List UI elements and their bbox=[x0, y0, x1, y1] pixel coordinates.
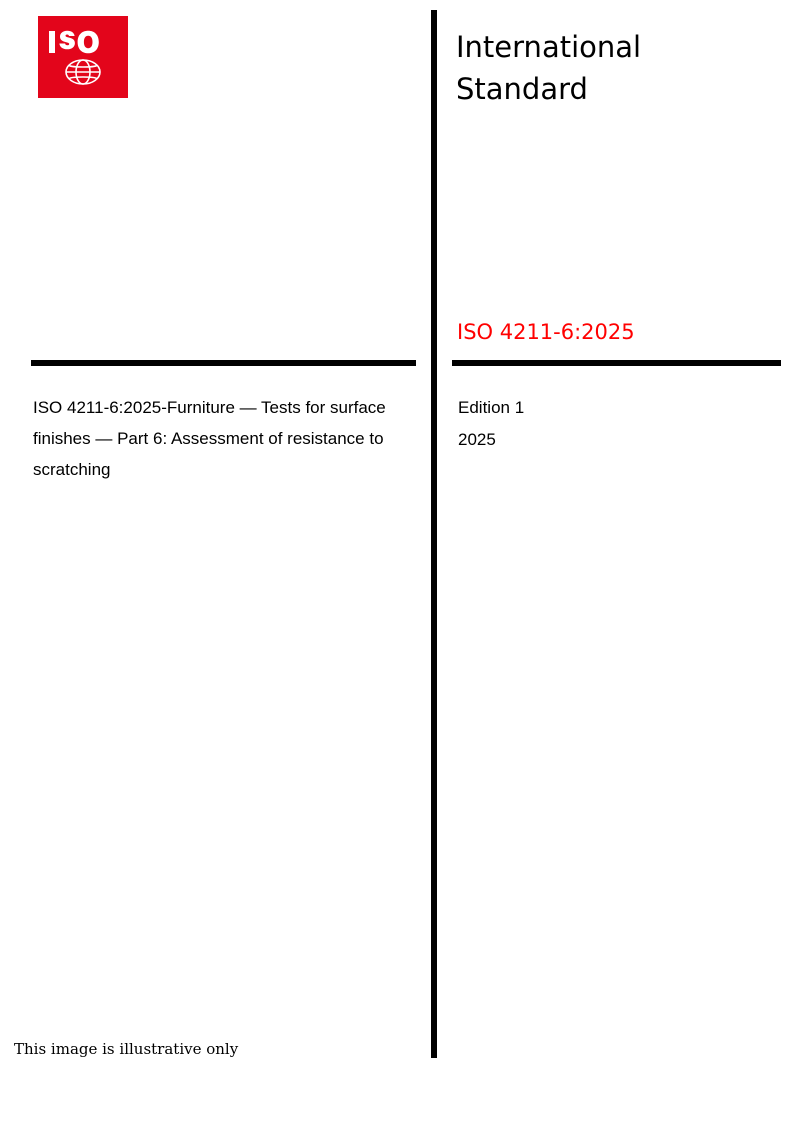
edition-info bbox=[458, 392, 778, 456]
horizontal-divider-left bbox=[31, 360, 416, 366]
vertical-divider bbox=[431, 10, 437, 1058]
edition-year: 2025 bbox=[458, 430, 496, 449]
iso-logo bbox=[38, 16, 128, 98]
document-type-line1: International bbox=[456, 30, 642, 64]
document-title: ISO 4211-6:2025-Furniture — Tests for surface finishes — Part 6: Assessment of resistance to scratching bbox=[33, 398, 386, 479]
edition-label: Edition 1 bbox=[458, 398, 525, 417]
horizontal-divider-right bbox=[452, 360, 781, 366]
document-type bbox=[456, 26, 776, 110]
standard-reference-number: ISO 4211-6:2025 bbox=[457, 320, 635, 344]
document-type-line2: Standard bbox=[456, 72, 588, 106]
illustrative-note: This image is illustrative only bbox=[14, 1040, 239, 1058]
